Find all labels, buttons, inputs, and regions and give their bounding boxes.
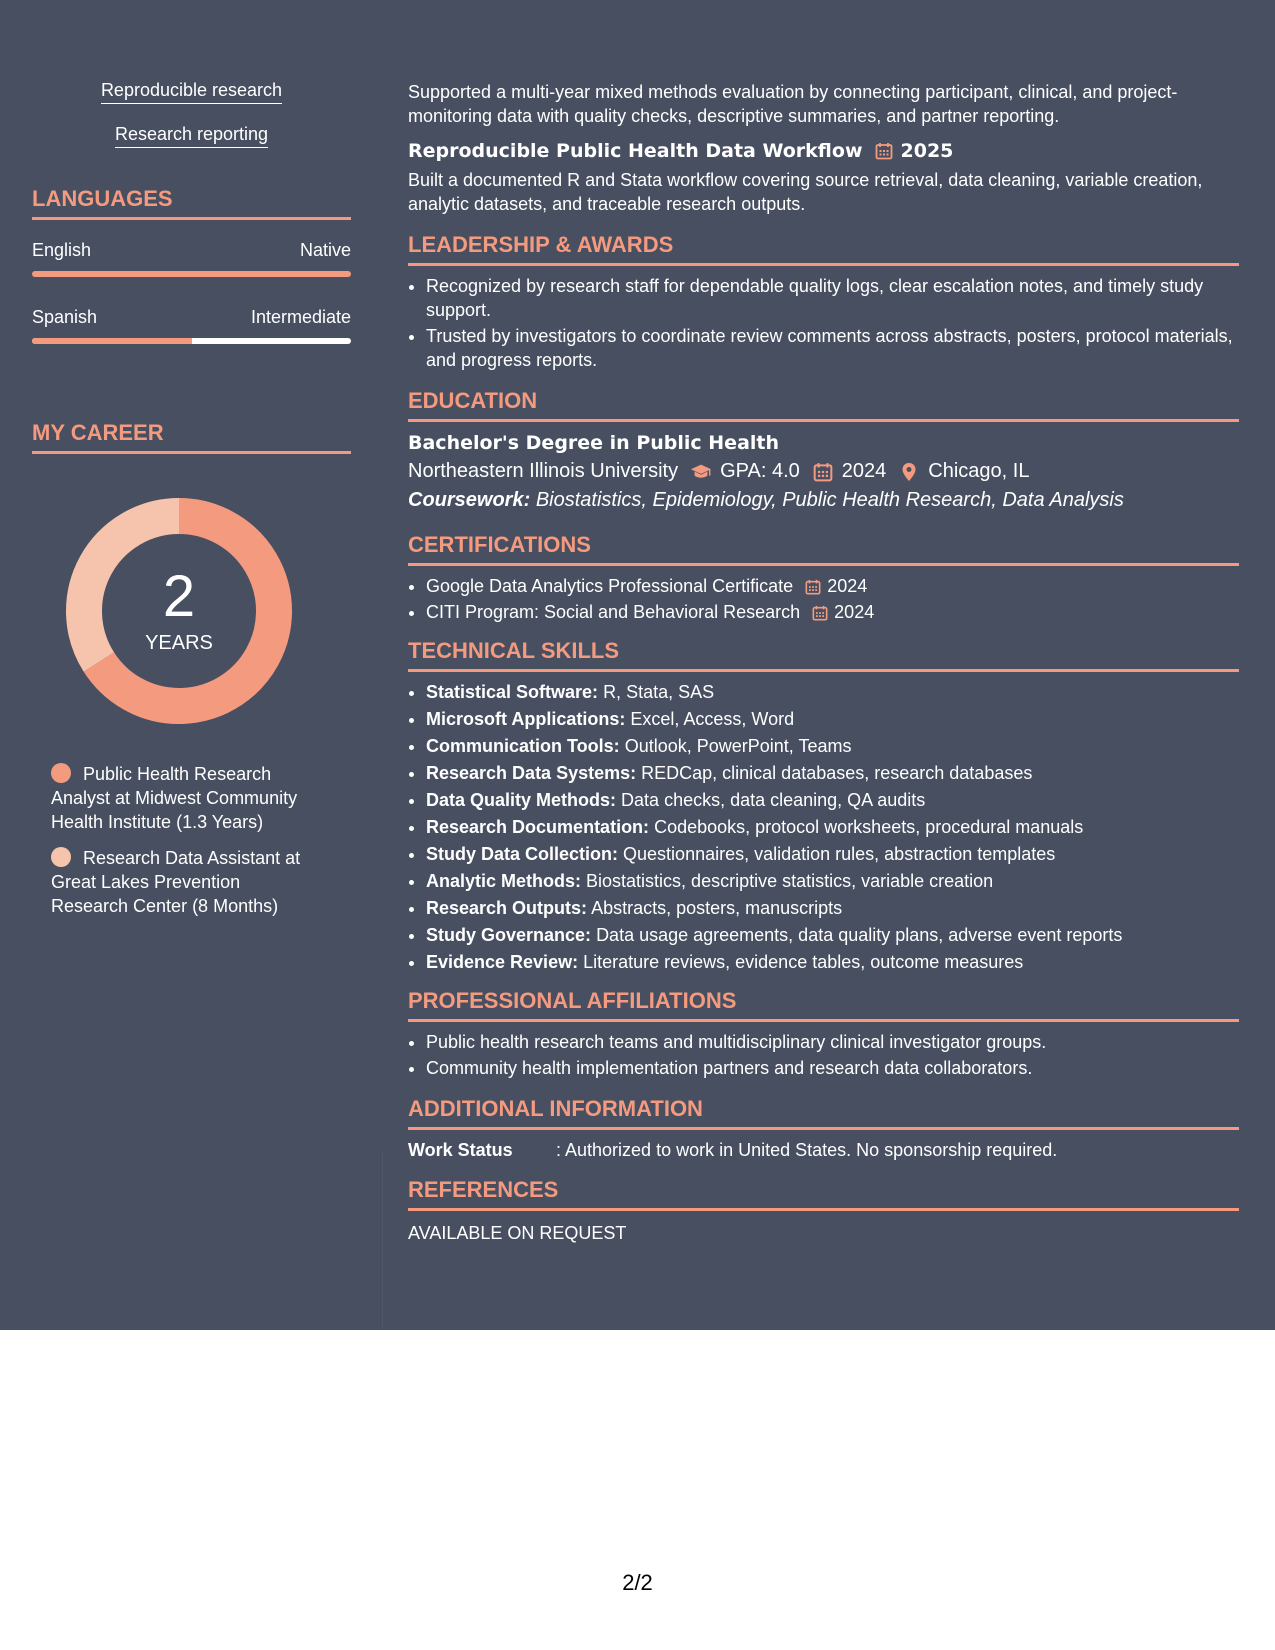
skill-value: Data checks, data cleaning, QA audits — [621, 790, 926, 810]
languages-list — [32, 240, 351, 344]
certification-item — [426, 574, 1239, 598]
sidebar — [32, 80, 351, 930]
project-description: Built a documented R and Stata workflow covering source retrieval, data cleaning, variable creation, analytic datasets, and traceable research outputs. — [408, 170, 1203, 214]
project-title: Reproducible Public Health Data Workflow — [408, 140, 863, 162]
career-legend-label: Research Data Assistant at Great Lakes Prevention Research Center (8 Months) — [51, 848, 301, 916]
interest-label: Reproducible research — [101, 80, 282, 104]
skill-label: Study Governance: — [426, 925, 592, 945]
career-title: MY CAREER — [32, 420, 351, 454]
leadership-item: • Recognized by research staff for dependable quality logs, clear escalation notes, and timely study support. — [426, 274, 1239, 322]
experience-summary: Supported a multi-year mixed methods evaluation by connecting participant, clinical, and project-monitoring data with quality checks, descriptive summaries, and partner reporting. — [408, 82, 1178, 126]
leadership-title: LEADERSHIP & AWARDS — [408, 232, 1239, 266]
language-row — [32, 240, 351, 261]
skill-item — [426, 761, 1239, 785]
interests-list — [32, 80, 351, 148]
calendar-icon — [805, 579, 821, 595]
education-meta — [408, 460, 1239, 483]
language-name: English — [32, 240, 92, 260]
interest-label: Research reporting — [115, 124, 268, 148]
affiliation-item: • Community health implementation partners and research data collaborators. — [426, 1056, 1239, 1080]
skill-value: Outlook, PowerPoint, Teams — [624, 736, 852, 756]
leadership-item: • Trusted by investigators to coordinate review comments across abstracts, posters, protocol materials, and progress reports. — [426, 324, 1239, 372]
certification-year: 2024 — [834, 602, 875, 622]
skill-value: REDCap, clinical databases, research databases — [641, 763, 1033, 783]
work-status-value: : Authorized to work in United States. No sponsorship required. — [556, 1140, 1058, 1160]
affiliations-title: PROFESSIONAL AFFILIATIONS — [408, 988, 1239, 1022]
skill-label: Analytic Methods: — [426, 871, 582, 891]
certification-name: CITI Program: Social and Behavioral Research — [426, 602, 801, 622]
affiliations-list — [408, 1030, 1239, 1080]
career-legend-item — [51, 846, 321, 918]
education-degree: Bachelor's Degree in Public Health — [408, 432, 780, 454]
language-proficiency-fill — [32, 338, 192, 344]
leadership-list — [408, 274, 1239, 372]
skill-item — [426, 788, 1239, 812]
career-donut-chart — [64, 496, 294, 726]
skill-value: R, Stata, SAS — [603, 682, 715, 702]
career-total-number: 2 — [162, 563, 196, 629]
languages-title: LANGUAGES — [32, 186, 351, 220]
skill-value: Literature reviews, evidence tables, outcome measures — [583, 952, 1024, 972]
skills-title: TECHNICAL SKILLS — [408, 638, 1239, 672]
language-level: Native — [299, 240, 351, 260]
skill-label: Research Data Systems: — [426, 763, 637, 783]
certifications-title: CERTIFICATIONS — [408, 532, 1239, 566]
calendar-icon — [812, 462, 834, 482]
certification-year: 2024 — [827, 576, 868, 596]
skill-value: Codebooks, protocol worksheets, procedural manuals — [654, 817, 1084, 837]
skill-label: Statistical Software: — [426, 682, 599, 702]
career-legend — [51, 762, 321, 918]
work-status-key: Work Status — [408, 1140, 513, 1160]
skill-label: Research Documentation: — [426, 817, 650, 837]
skill-item — [426, 680, 1239, 704]
skill-value: Biostatistics, descriptive statistics, variable creation — [586, 871, 994, 891]
career-legend-item — [51, 762, 321, 834]
education-school: Northeastern Illinois University — [408, 460, 679, 482]
language-proficiency-bar — [32, 338, 351, 344]
language-row — [32, 307, 351, 328]
education-title: EDUCATION — [408, 388, 1239, 422]
language-proficiency-bar — [32, 271, 351, 277]
page-number: 2/2 — [622, 1570, 653, 1595]
work-status-row — [408, 1140, 1239, 1161]
skill-item — [426, 815, 1239, 839]
language-name: Spanish — [32, 307, 98, 327]
location-pin-icon — [898, 462, 920, 482]
skill-item — [426, 734, 1239, 758]
skill-label: Data Quality Methods: — [426, 790, 617, 810]
certification-item — [426, 600, 1239, 624]
skill-item — [426, 869, 1239, 893]
certification-name: Google Data Analytics Professional Certificate — [426, 576, 794, 596]
skill-label: Study Data Collection: — [426, 844, 619, 864]
language-proficiency-fill — [32, 271, 351, 277]
project-year: 2025 — [900, 140, 954, 162]
skill-value: Excel, Access, Word — [630, 709, 795, 729]
career-legend-label: Public Health Research Analyst at Midwest Community Health Institute (1.3 Years) — [51, 764, 298, 832]
skill-value: Abstracts, posters, manuscripts — [591, 898, 843, 918]
skill-item — [426, 923, 1239, 947]
skills-list — [408, 680, 1239, 974]
main-content — [408, 80, 1239, 1245]
skill-label: Communication Tools: — [426, 736, 620, 756]
references-title: REFERENCES — [408, 1177, 1239, 1211]
skill-label: Research Outputs: — [426, 898, 588, 918]
skill-label: Microsoft Applications: — [426, 709, 626, 729]
education-location: Chicago, IL — [928, 460, 1030, 482]
skill-item — [426, 707, 1239, 731]
career-total-unit: YEARS — [145, 631, 213, 654]
certifications-list — [408, 574, 1239, 624]
coursework-label: Coursework: — [408, 489, 531, 511]
skill-item — [426, 950, 1239, 974]
calendar-icon — [812, 605, 828, 621]
interest-item — [32, 80, 351, 104]
skill-item — [426, 842, 1239, 866]
skill-item — [426, 896, 1239, 920]
column-divider — [382, 1150, 383, 1330]
calendar-icon — [875, 142, 893, 160]
education-coursework — [408, 489, 1239, 512]
skill-value: Data usage agreements, data quality plans, adverse event reports — [596, 925, 1123, 945]
skill-value: Questionnaires, validation rules, abstraction templates — [623, 844, 1056, 864]
skill-label: Evidence Review: — [426, 952, 579, 972]
education-gpa: GPA: 4.0 — [720, 460, 800, 482]
coursework-value: Biostatistics, Epidemiology, Public Health Research, Data Analysis — [535, 489, 1124, 511]
affiliation-item: • Public health research teams and multidisciplinary clinical investigator groups. — [426, 1030, 1239, 1054]
interest-item — [32, 124, 351, 148]
education-year: 2024 — [841, 460, 887, 482]
references-text: AVAILABLE ON REQUEST — [408, 1223, 627, 1243]
legend-dot-icon — [51, 847, 71, 867]
language-level: Intermediate — [250, 307, 351, 327]
graduation-cap-icon — [690, 462, 712, 482]
project-heading — [408, 140, 1239, 162]
legend-dot-icon — [51, 763, 71, 783]
additional-info-title: ADDITIONAL INFORMATION — [408, 1096, 1239, 1130]
